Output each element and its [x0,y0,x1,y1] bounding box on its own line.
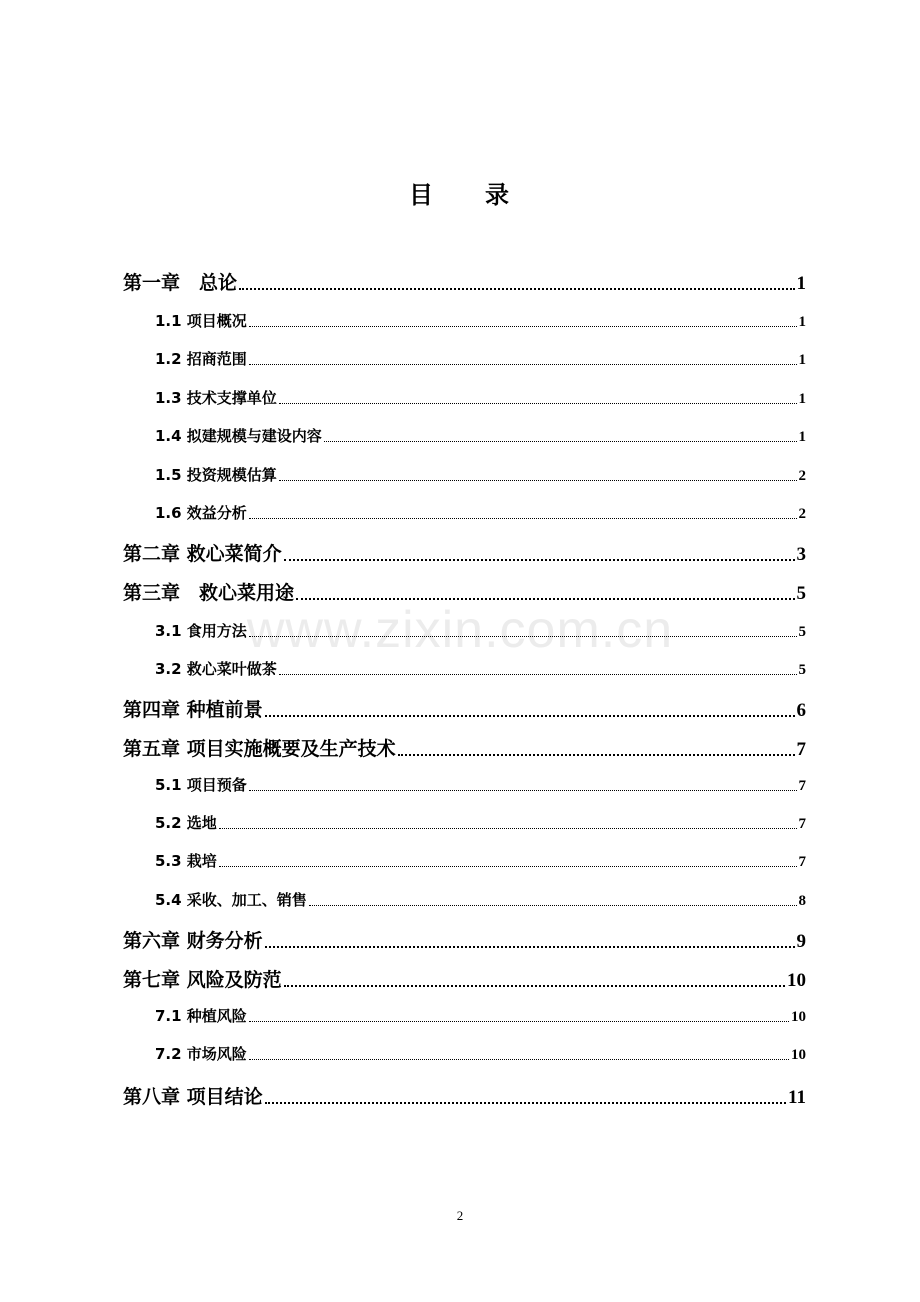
toc-entry-label: 3.2 救心菜叶做茶 [155,660,277,678]
toc-entry[interactable] [123,1082,806,1109]
toc-entry-page: 10 [791,1009,806,1025]
toc-entry[interactable] [155,387,806,408]
toc-entry-page: 5 [798,624,806,640]
dot-leader [284,559,795,561]
dot-leader [284,985,785,987]
toc-entry[interactable] [123,734,806,761]
toc-entry-page: 1 [798,391,806,407]
dot-leader [279,403,797,404]
toc-entry-label: 5.4 采收、加工、销售 [155,891,307,909]
dot-leader [239,288,794,290]
toc-entry[interactable] [155,620,806,641]
toc-entry[interactable] [155,502,806,523]
dot-leader [249,1059,789,1060]
toc-entry-label: 5.3 栽培 [155,852,217,870]
dot-leader [249,636,797,637]
toc-entry-label: 7.1 种植风险 [155,1007,247,1025]
dot-leader [249,790,797,791]
toc-entry-page: 2 [798,506,806,522]
toc-entry[interactable] [155,310,806,331]
toc-entry-label: 第八章 项目结论 [123,1086,263,1108]
dot-leader [324,441,797,442]
toc-entry-label: 第三章 救心菜用途 [123,582,295,604]
toc-entry[interactable] [155,464,806,485]
toc-entry[interactable] [155,348,806,369]
toc-entry-label: 1.6 效益分析 [155,504,247,522]
toc-entry-label: 第六章 财务分析 [123,930,263,952]
toc-entry[interactable] [123,965,806,992]
toc-entry-page: 5 [798,662,806,678]
page-title [0,175,920,210]
toc-entry-label: 1.5 投资规模估算 [155,466,277,484]
toc-entry-page: 7 [798,778,806,794]
toc-entry-page: 10 [787,970,806,991]
toc-entry[interactable] [123,539,806,566]
toc-entry-page: 9 [796,931,806,952]
toc-entry-page: 10 [791,1047,806,1063]
dot-leader [309,905,797,906]
dot-leader [398,754,795,756]
dot-leader [296,598,794,600]
toc-entry-page: 1 [796,273,806,294]
dot-leader [249,518,797,519]
title-char-2: 录 [485,181,511,209]
toc-entry-label: 1.1 项目概况 [155,312,247,330]
dot-leader [265,715,795,717]
toc-entry[interactable] [155,425,806,446]
title-char-1: 目 [409,181,435,209]
toc-entry-page: 1 [798,314,806,330]
toc-entry-label: 1.4 拟建规模与建设内容 [155,427,322,445]
toc-entry-page: 5 [796,583,806,604]
toc-entry-page: 2 [798,468,806,484]
dot-leader [265,946,795,948]
toc-entry[interactable] [123,268,806,295]
toc-entry-page: 3 [796,544,806,565]
dot-leader [219,866,797,867]
toc-entry-page: 1 [798,352,806,368]
dot-leader [219,828,797,829]
toc-entry-page: 7 [796,739,806,760]
toc-entry[interactable] [155,850,806,871]
toc-entry-label: 第七章 风险及防范 [123,969,282,991]
dot-leader [279,674,797,675]
toc-entry-label: 1.2 招商范围 [155,350,247,368]
toc-entry-page: 11 [788,1087,806,1108]
toc-entry[interactable] [155,1005,806,1026]
dot-leader [249,326,797,327]
toc-entry[interactable] [155,889,806,910]
dot-leader [249,1021,789,1022]
toc-entry-label: 5.1 项目预备 [155,776,247,794]
watermark: www.zixin.com.cn [246,601,674,659]
toc-entry-label: 第五章 项目实施概要及生产技术 [123,738,396,760]
toc-entry-label: 5.2 选地 [155,814,217,832]
dot-leader [265,1102,786,1104]
toc-entry[interactable] [155,774,806,795]
toc-entry-page: 8 [798,893,806,909]
toc-entry-label: 第一章 总论 [123,272,238,294]
toc-entry[interactable] [123,695,806,722]
dot-leader [249,364,797,365]
toc-entry[interactable] [155,1043,806,1064]
page-number: 2 [456,1208,464,1223]
toc-entry-page: 7 [798,816,806,832]
toc-entry-label: 1.3 技术支撑单位 [155,389,277,407]
toc-entry-label: 3.1 食用方法 [155,622,247,640]
toc-entry[interactable] [123,578,806,605]
toc-entry-page: 1 [798,429,806,445]
toc-entry[interactable] [155,658,806,679]
toc-entry-label: 7.2 市场风险 [155,1045,247,1063]
toc-entry-page: 6 [796,700,806,721]
toc-entry-label: 第四章 种植前景 [123,699,263,721]
toc-entry[interactable] [123,926,806,953]
dot-leader [279,480,797,481]
toc-entry-page: 7 [798,854,806,870]
toc-entry[interactable] [155,812,806,833]
toc-entry-label: 第二章 救心菜简介 [123,543,282,565]
